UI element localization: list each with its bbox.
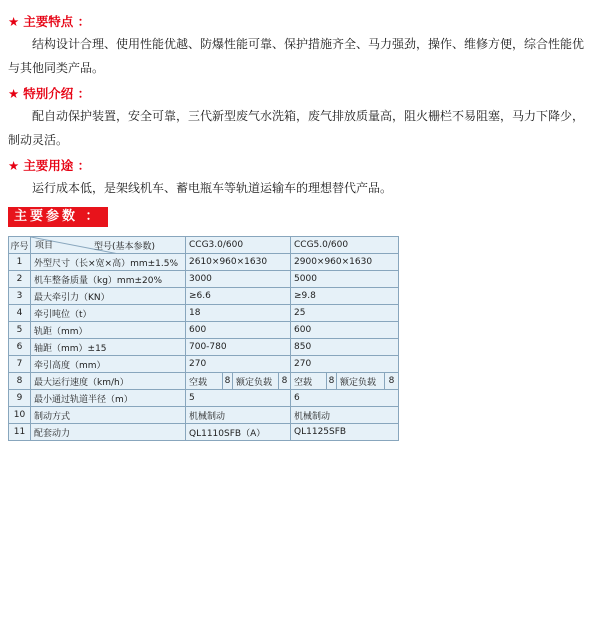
row-value-model-1: 5	[186, 390, 291, 407]
table-row	[9, 356, 399, 373]
header-model-label: 型号(基本参数)	[93, 242, 155, 252]
star-icon: ★	[8, 158, 20, 173]
heading-special-title: 特别介绍 ：	[23, 86, 91, 101]
row-value-model-2: 6	[291, 390, 399, 407]
row-item: 牵引吨位（t）	[31, 305, 186, 322]
row-item: 轨距（mm）	[31, 322, 186, 339]
table-row	[9, 254, 399, 271]
spec-table	[8, 236, 399, 441]
row-no: 9	[9, 390, 31, 407]
row-no: 8	[9, 373, 31, 390]
header-model-2: CCG5.0/600	[291, 237, 399, 254]
header-model-1: CCG3.0/600	[186, 237, 291, 254]
row-no: 6	[9, 339, 31, 356]
speed-rated-label-model-1: 额定负载	[233, 373, 279, 390]
paragraph-usage	[8, 176, 592, 200]
row-value-model-1: 18	[186, 305, 291, 322]
row-item: 轴距（mm）±15	[31, 339, 186, 356]
row-item: 最小通过轨道半径（m）	[31, 390, 186, 407]
speed-rated-value-model-1: 8	[279, 373, 291, 390]
table-row	[9, 271, 399, 288]
row-value-model-1: 2610×960×1630	[186, 254, 291, 271]
heading-usage-title: 主要用途 ：	[23, 158, 91, 173]
row-value-model-2: ≥9.8	[291, 288, 399, 305]
heading-features	[8, 12, 90, 30]
speed-rated-value-model-2: 8	[385, 373, 399, 390]
row-no: 4	[9, 305, 31, 322]
row-item: 配套动力	[31, 424, 186, 441]
paragraph-features	[8, 32, 592, 80]
speed-empty-value-model-1: 8	[223, 373, 233, 390]
row-value-model-2: 850	[291, 339, 399, 356]
row-value-model-2: 600	[291, 322, 399, 339]
row-no: 11	[9, 424, 31, 441]
header-diagonal-cell	[31, 237, 186, 254]
row-value-model-2: 2900×960×1630	[291, 254, 399, 271]
row-item: 最大牵引力（KN）	[31, 288, 186, 305]
paragraph-usage-text: 运行成本低，是架线机车、蓄电瓶车等轨道运输车的理想替代产品。	[32, 181, 393, 195]
row-item: 牵引高度（mm）	[31, 356, 186, 373]
row-item: 最大运行速度（km/h）	[31, 373, 186, 390]
row-value-model-1: 3000	[186, 271, 291, 288]
table-row	[9, 322, 399, 339]
row-value-model-1: 270	[186, 356, 291, 373]
speed-empty-value-model-2: 8	[327, 373, 337, 390]
row-no: 5	[9, 322, 31, 339]
speed-empty-label-model-1: 空载	[186, 373, 223, 390]
table-row	[9, 407, 399, 424]
table-row	[9, 390, 399, 407]
speed-empty-label-model-2: 空载	[291, 373, 327, 390]
row-value-model-2: QL1125SFB	[291, 424, 399, 441]
row-value-model-1: 700-780	[186, 339, 291, 356]
row-no: 3	[9, 288, 31, 305]
heading-features-title: 主要特点 ：	[23, 14, 91, 29]
table-row	[9, 305, 399, 322]
row-item: 外型尺寸（长×宽×高）mm±1.5%	[31, 254, 186, 271]
table-header-row	[9, 237, 399, 254]
row-value-model-2: 机械制动	[291, 407, 399, 424]
star-icon: ★	[8, 86, 20, 101]
row-value-model-1: QL1110SFB（A）	[186, 424, 291, 441]
row-value-model-1: 机械制动	[186, 407, 291, 424]
paragraph-special-text: 配自动保护装置，安全可靠，三代新型废气水洗箱，废气排放质量高，阻火栅栏不易阻塞，马力下降少，制动灵活。	[8, 109, 585, 147]
row-value-model-1: 600	[186, 322, 291, 339]
header-item-label: 项目	[35, 241, 54, 251]
heading-usage	[8, 156, 90, 174]
speed-rated-label-model-2: 额定负载	[337, 373, 385, 390]
paragraph-features-text: 结构设计合理、使用性能优越、防爆性能可靠、保护措施齐全、马力强劲，操作、维修方便，综合性能优与其他同类产品。	[8, 37, 585, 75]
row-no: 10	[9, 407, 31, 424]
row-no: 1	[9, 254, 31, 271]
row-no: 7	[9, 356, 31, 373]
row-item: 制动方式	[31, 407, 186, 424]
row-item: 机车整备质量（kg）mm±20%	[31, 271, 186, 288]
heading-special	[8, 84, 90, 102]
row-value-model-2: 5000	[291, 271, 399, 288]
table-row	[9, 339, 399, 356]
header-seq: 序号	[9, 237, 31, 254]
row-value-model-2: 270	[291, 356, 399, 373]
table-row	[9, 424, 399, 441]
row-value-model-1: ≥6.6	[186, 288, 291, 305]
table-row-speed	[9, 373, 399, 390]
star-icon: ★	[8, 14, 20, 29]
row-no: 2	[9, 271, 31, 288]
table-row	[9, 288, 399, 305]
params-title-banner: 主要参数 ：	[8, 207, 108, 227]
paragraph-special	[8, 104, 592, 152]
row-value-model-2: 25	[291, 305, 399, 322]
